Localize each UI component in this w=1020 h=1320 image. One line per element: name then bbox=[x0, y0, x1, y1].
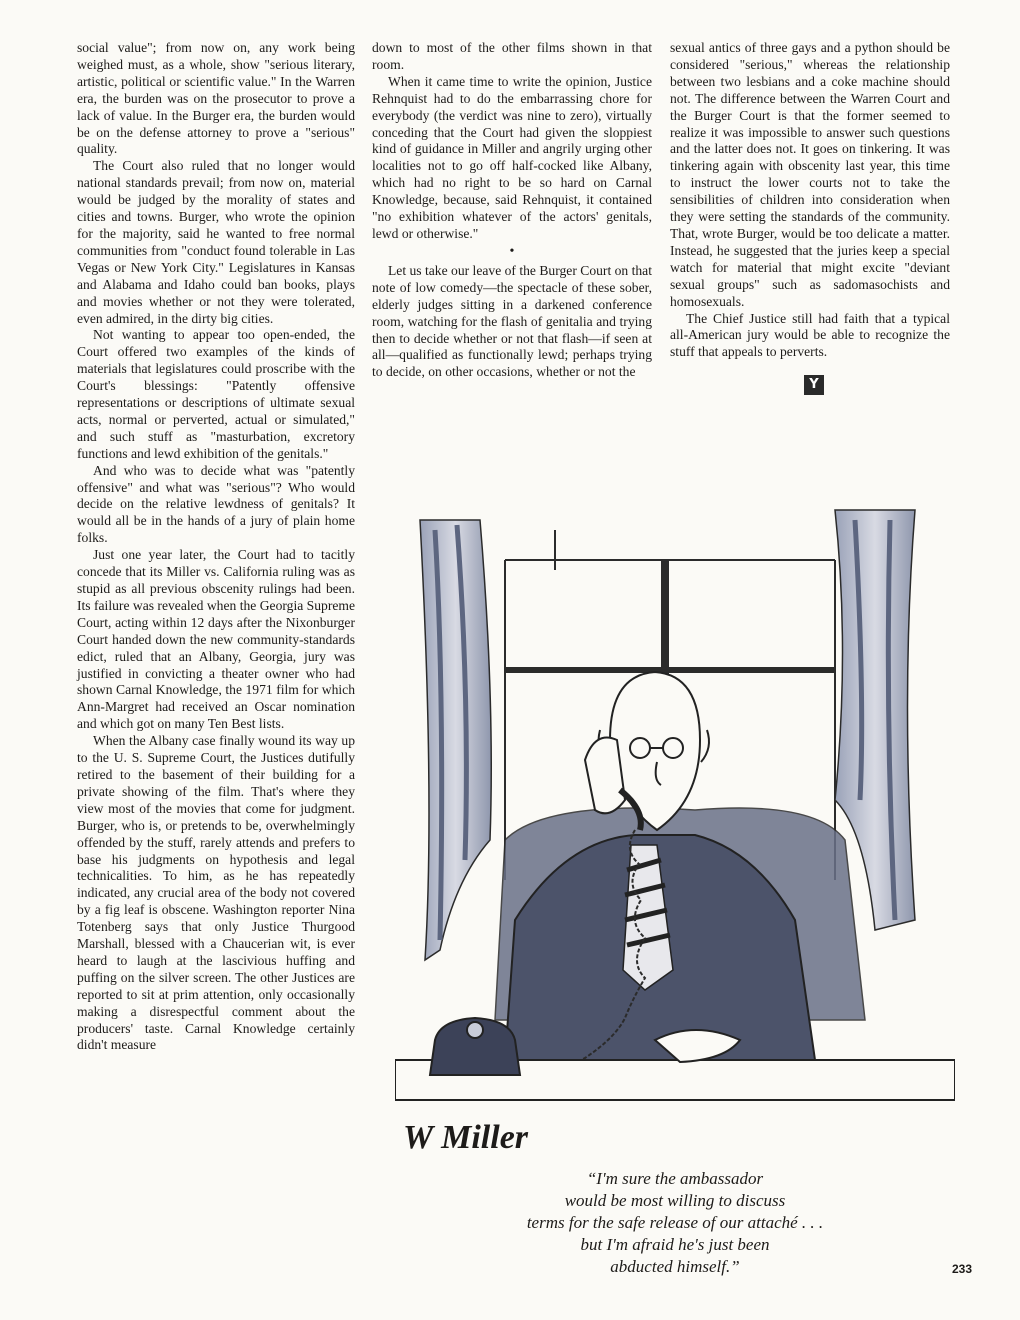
page-number: 233 bbox=[952, 1262, 973, 1276]
paragraph: And who was to decide what was "patently offensive" and what was "serious"? Who would decide on the relative lewdness of genitals? It would all be in the hands of a jury of plain home folks. bbox=[77, 462, 355, 546]
end-mark-icon: Y bbox=[804, 375, 824, 395]
left-curtain bbox=[420, 520, 491, 960]
section-separator: • bbox=[509, 243, 515, 259]
caption-line: abducted himself.” bbox=[610, 1257, 740, 1276]
telephone-base bbox=[430, 1018, 520, 1075]
caption-line: “I'm sure the ambassador bbox=[586, 1169, 764, 1188]
cartoon-illustration bbox=[395, 500, 955, 1160]
paragraph: The Chief Justice still had faith that a typical all-American jury would be able to recognize the stuff that appeals to perverts. bbox=[670, 310, 950, 360]
paragraph: When the Albany case finally wound its way up to the U. S. Supreme Court, the Justices dutifully retired to the basement of their building for a private showing of the film. That's where they view most of the movies that come for judgment. Burger, who is, or pretends to be, overwhelmingly offended by the stuff, rarely attends and prefers to base his judgments on hypothesis and legal technicalities. To him, as he has repeatedly indicated, any crucial area of the body not covered by a fig leaf is obscene. Washington reporter Nina Totenberg says that only Justice Thurgood Marshall, blessed with a Chaucerian wit, is ever heard to laugh at the lascivious huffing and puffing on the silver screen. The other Justices are reported to sit at prim attention, only occasionally making a disrespectful comment about the producers' taste. Carnal Knowledge certainly didn't measure bbox=[77, 733, 355, 1053]
paragraph: The Court also ruled that no longer would national standards prevail; from now on, material would be judged by the morality of states and cities and towns. Burger, who wrote the opinion for the majority, said he wanted to free normal communities from "conduct found tolerable in Las Vegas or New York City." Legislatures in Kansas and Alabama and Idaho could ban books, plays and movies whether or not they were tolerated, even admired, in the dirty big cities. bbox=[77, 158, 355, 326]
paragraph: social value"; from now on, any work being weighed must, as a whole, show "serious literary, artistic, political or scientific value." In the Warren era, the burden was on the prosecutor to prove a lack of value. In the Burger era, the burden would be on the defense attorney to prove a "serious" quality. bbox=[77, 40, 355, 157]
paragraph: down to most of the other films shown in that room. bbox=[372, 40, 652, 72]
artist-signature: W Miller bbox=[403, 1119, 529, 1156]
caption-line: but I'm afraid he's just been bbox=[580, 1235, 770, 1254]
paragraph: Let us take our leave of the Burger Court on that note of low comedy—the spectacle of these sober, elderly judges sitting in a darkened conference room, watching for the flash of genitalia and trying then to decide whether or not that flash—if seen at all—qualified as functionally lewd; perhaps trying to decide, on other occasions, whether or not the bbox=[372, 262, 652, 380]
paragraph: Not wanting to appear too open-ended, the Court offered two examples of the kinds of materials that legislatures could proscribe with the Court's blessings: "Patently offensive representations or descriptions of ultimate sexual acts, normal or perverted, actual or simulated," and such stuff as "masturbation, excretory functions and lewd exhibition of the genitals." bbox=[77, 327, 355, 461]
article-column-1 bbox=[77, 40, 355, 1054]
paragraph: When it came time to write the opinion, Justice Rehnquist had to do the embarrassing chore for everybody (the verdict was nine to zero), virtually conceding that the Court had given the sloppiest kind of guidance in Miller and angrily urging other localities not to go off half-cocked like Albany, which had no right to be so hard on Carnal Knowledge, because, said Rehnquist, it contained "no exhibition whatever of the actors' genitals, lewd or otherwise." bbox=[372, 73, 652, 241]
article-column-3 bbox=[670, 40, 950, 395]
article-column-2 bbox=[372, 40, 652, 381]
paragraph: sexual antics of three gays and a python should be considered "serious," whereas the relationship between two lesbians and a coke machine should not. The difference between the Warren Court and the Burger Court is that the former seemed to realize it was impossible to answer such questions and the latter does not. It goes on tinkering. It was tinkering again with obscenity last year, this time to instruct the lower courts not to take the sensibilities of children into consideration when they were setting the standards of the community. That, wrote Burger, would be too delicate a matter. Instead, he suggested that the juries keep a special watch for material that might excite "deviant sexual groups" such as sadomasochists and homosexuals. bbox=[670, 40, 950, 309]
cartoon-caption bbox=[470, 1168, 880, 1278]
caption-line: terms for the safe release of our attaché . . . bbox=[526, 1213, 824, 1232]
caption-line: would be most willing to discuss bbox=[564, 1191, 786, 1210]
paragraph: Just one year later, the Court had to tacitly concede that its Miller vs. California ruling was as stupid as all previous obscenity rulings had been. Its failure was revealed when the Georgia Supreme Court, acting within 12 days after the Nixonburger Court handed down the new community-standards edict, ruled that an Albany, Georgia, jury was justified in convicting a theater owner who had shown Carnal Knowledge, the 1971 film for which Ann-Margret had received an Oscar nomination and which got on many Ten Best lists. bbox=[77, 547, 355, 732]
